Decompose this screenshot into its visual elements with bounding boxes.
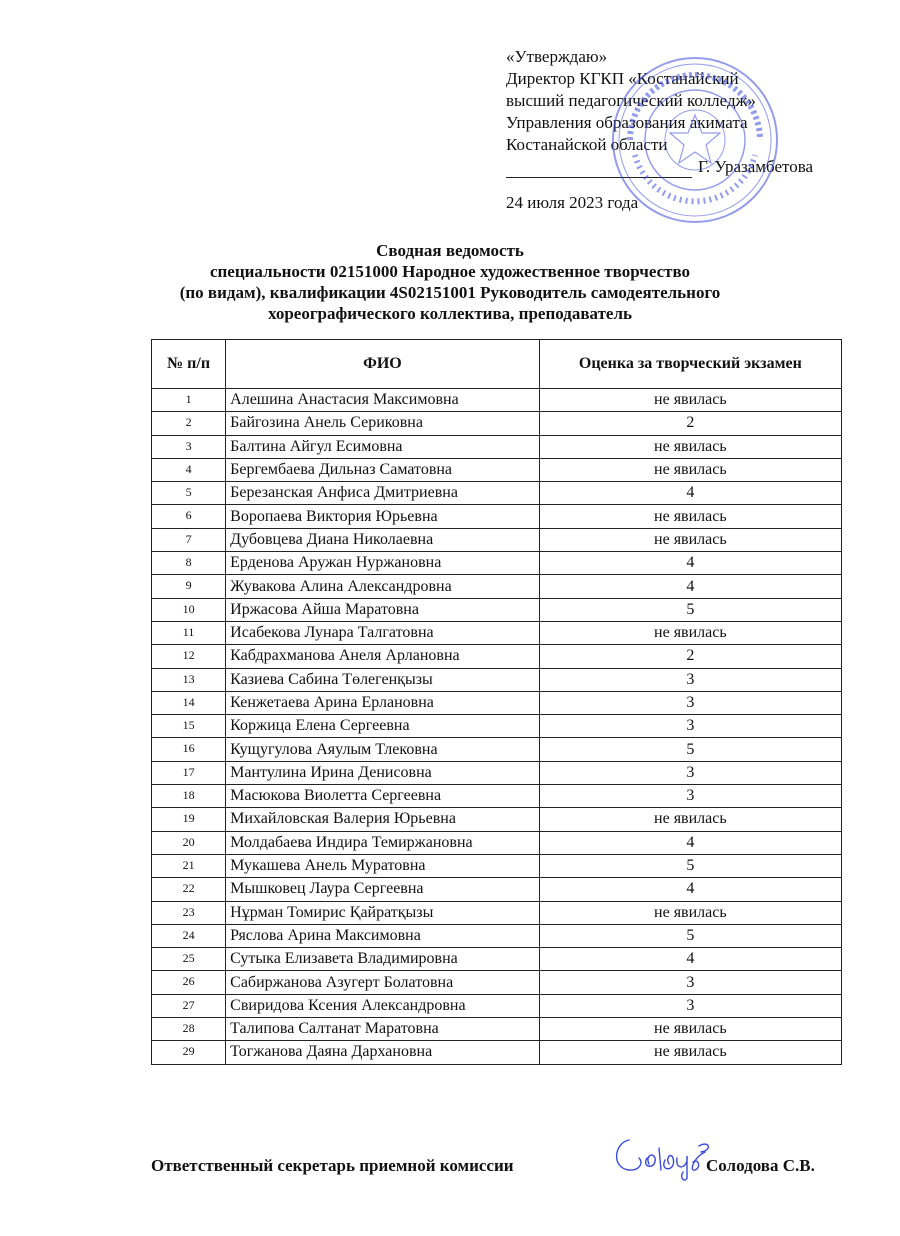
exam-grade: 4: [539, 575, 841, 598]
table-row: [152, 552, 842, 575]
row-number: 13: [152, 668, 226, 691]
title-line-4: хореографического коллектива, преподаватель: [267, 304, 633, 323]
exam-grade: 5: [539, 598, 841, 621]
student-name: Ряслова Арина Максимовна: [226, 924, 540, 947]
row-number: 25: [152, 948, 226, 971]
student-name: Масюкова Виолетта Сергеевна: [226, 785, 540, 808]
exam-grade: 4: [539, 552, 841, 575]
approval-director: Директор КГКП «Костанайский: [506, 69, 739, 88]
table-row: [152, 854, 842, 877]
table-row: [152, 691, 842, 714]
signature-rule: [506, 160, 692, 178]
table-row: [152, 482, 842, 505]
exam-grade: 3: [539, 994, 841, 1017]
student-name: Тогжанова Даяна Дархановна: [226, 1041, 540, 1064]
secretary-name: Солодова С.В.: [706, 1156, 815, 1175]
student-name: Мукашева Анель Муратовна: [226, 854, 540, 877]
exam-grade: 4: [539, 878, 841, 901]
student-name: Мышковец Лаура Сергеевна: [226, 878, 540, 901]
exam-grade: не явилась: [539, 528, 841, 551]
student-name: Воропаева Виктория Юрьевна: [226, 505, 540, 528]
row-number: 3: [152, 435, 226, 458]
row-number: 29: [152, 1041, 226, 1064]
approval-college: высший педагогический колледж»: [506, 91, 756, 110]
row-number: 9: [152, 575, 226, 598]
student-name: Ерденова Аружан Нуржановна: [226, 552, 540, 575]
table-row: [152, 901, 842, 924]
approval-label: «Утверждаю»: [506, 47, 608, 66]
approval-department: Управления образования акимата: [506, 113, 748, 132]
title-line-2: специальности 02151000 Народное художественное творчество: [209, 262, 691, 281]
approval-date: 24 июля 2023 года: [506, 193, 639, 212]
student-name: Сутыка Елизавета Владимировна: [226, 948, 540, 971]
row-number: 12: [152, 645, 226, 668]
table-row: [152, 389, 842, 412]
student-name: Свиридова Ксения Александровна: [226, 994, 540, 1017]
approval-block: [506, 46, 866, 214]
header-number: № п/п: [152, 340, 226, 389]
table-row: [152, 971, 842, 994]
table-row: [152, 715, 842, 738]
table-row: [152, 878, 842, 901]
table-row: [152, 808, 842, 831]
header-fio: ФИО: [226, 340, 540, 389]
table-header-row: [152, 340, 842, 389]
table-row: [152, 435, 842, 458]
exam-grade: 4: [539, 831, 841, 854]
row-number: 10: [152, 598, 226, 621]
table-row: [152, 645, 842, 668]
exam-grade: не явилась: [539, 458, 841, 481]
table-row: [152, 831, 842, 854]
table-row: [152, 924, 842, 947]
row-number: 26: [152, 971, 226, 994]
document-title: [140, 240, 760, 324]
student-name: Коржица Елена Сергеевна: [226, 715, 540, 738]
row-number: 22: [152, 878, 226, 901]
exam-grade: не явилась: [539, 505, 841, 528]
table-row: [152, 505, 842, 528]
student-name: Кущугулова Аяулым Тлековна: [226, 738, 540, 761]
exam-grade: 4: [539, 948, 841, 971]
exam-grade: не явилась: [539, 389, 841, 412]
student-name: Бергембаева Дильназ Саматовна: [226, 458, 540, 481]
row-number: 11: [152, 621, 226, 644]
exam-grade: не явилась: [539, 621, 841, 644]
table-row: [152, 621, 842, 644]
table-row: [152, 575, 842, 598]
row-number: 5: [152, 482, 226, 505]
row-number: 21: [152, 854, 226, 877]
row-number: 27: [152, 994, 226, 1017]
row-number: 23: [152, 901, 226, 924]
row-number: 20: [152, 831, 226, 854]
table-row: [152, 948, 842, 971]
table-row: [152, 738, 842, 761]
table-row: [152, 1041, 842, 1064]
row-number: 16: [152, 738, 226, 761]
exam-grade: не явилась: [539, 901, 841, 924]
row-number: 1: [152, 389, 226, 412]
row-number: 2: [152, 412, 226, 435]
student-name: Сабиржанова Азугерт Болатовна: [226, 971, 540, 994]
student-name: Талипова Салтанат Маратовна: [226, 1018, 540, 1041]
approval-region: Костанайской области: [506, 135, 668, 154]
student-name: Березанская Анфиса Дмитриевна: [226, 482, 540, 505]
row-number: 24: [152, 924, 226, 947]
exam-grade: 2: [539, 645, 841, 668]
table-row: [152, 412, 842, 435]
row-number: 18: [152, 785, 226, 808]
table-row: [152, 785, 842, 808]
exam-grade: не явилась: [539, 435, 841, 458]
table-row: [152, 1018, 842, 1041]
approval-signature-line: [506, 156, 866, 178]
row-number: 17: [152, 761, 226, 784]
title-line-3: (по видам), квалификации 4S02151001 Руководитель самодеятельного: [179, 283, 721, 302]
exam-grade: 4: [539, 482, 841, 505]
student-name: Нұрман Томирис Қайратқызы: [226, 901, 540, 924]
exam-grade: 5: [539, 924, 841, 947]
student-name: Иржасова Айша Маратовна: [226, 598, 540, 621]
exam-grade: 5: [539, 854, 841, 877]
results-table: [151, 339, 842, 1065]
student-name: Байгозина Анель Сериковна: [226, 412, 540, 435]
header-grade: Оценка за творческий экзамен: [539, 340, 841, 389]
row-number: 6: [152, 505, 226, 528]
table-row: [152, 668, 842, 691]
row-number: 8: [152, 552, 226, 575]
row-number: 28: [152, 1018, 226, 1041]
exam-grade: 3: [539, 715, 841, 738]
exam-grade: 3: [539, 668, 841, 691]
student-name: Кабдрахманова Анеля Арлановна: [226, 645, 540, 668]
student-name: Кенжетаева Арина Ерлановна: [226, 691, 540, 714]
student-name: Исабекова Лунара Талгатовна: [226, 621, 540, 644]
exam-grade: 3: [539, 761, 841, 784]
exam-grade: не явилась: [539, 808, 841, 831]
student-name: Дубовцева Диана Николаевна: [226, 528, 540, 551]
table-row: [152, 458, 842, 481]
row-number: 19: [152, 808, 226, 831]
student-name: Казиева Сабина Төлегенқызы: [226, 668, 540, 691]
handwritten-signature-icon: [609, 1128, 719, 1183]
student-name: Мантулина Ирина Денисовна: [226, 761, 540, 784]
exam-grade: не явилась: [539, 1041, 841, 1064]
exam-grade: 3: [539, 785, 841, 808]
student-name: Молдабаева Индира Темиржановна: [226, 831, 540, 854]
table-row: [152, 994, 842, 1017]
exam-grade: 3: [539, 691, 841, 714]
table-row: [152, 528, 842, 551]
exam-grade: 3: [539, 971, 841, 994]
row-number: 4: [152, 458, 226, 481]
student-name: Михайловская Валерия Юрьевна: [226, 808, 540, 831]
exam-grade: 5: [539, 738, 841, 761]
student-name: Алешина Анастасия Максимовна: [226, 389, 540, 412]
student-name: Жувакова Алина Александровна: [226, 575, 540, 598]
title-line-1: Сводная ведомость: [376, 241, 524, 260]
table-row: [152, 761, 842, 784]
student-name: Балтина Айгул Есимовна: [226, 435, 540, 458]
row-number: 15: [152, 715, 226, 738]
approval-signer: Г. Уразамбетова: [698, 157, 814, 176]
table-row: [152, 598, 842, 621]
exam-grade: не явилась: [539, 1018, 841, 1041]
exam-grade: 2: [539, 412, 841, 435]
row-number: 7: [152, 528, 226, 551]
secretary-role: Ответственный секретарь приемной комиссии: [151, 1156, 514, 1175]
table-body: [152, 389, 842, 1065]
row-number: 14: [152, 691, 226, 714]
